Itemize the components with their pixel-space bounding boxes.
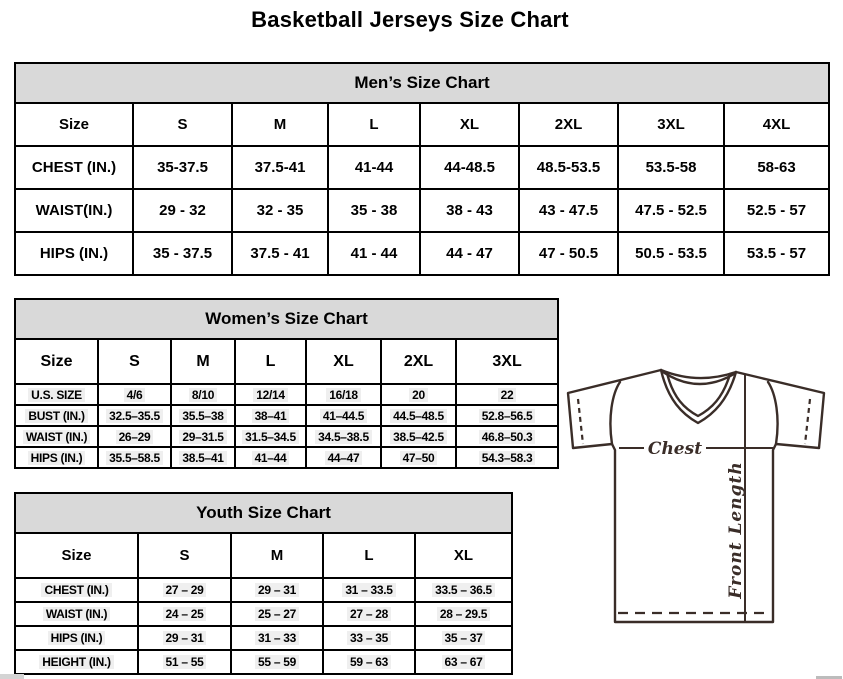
measurement-lines [619, 374, 773, 622]
women-col-header-0-text: Size [40, 352, 73, 370]
men-row-label [15, 189, 133, 232]
youth-table-row [15, 578, 512, 602]
youth-col-header-4-text: XL [453, 547, 474, 564]
chest-label: Chest [647, 439, 703, 459]
women-row-label-text: BUST (IN.) [25, 409, 87, 423]
men-cell-text: 47 - 50.5 [538, 245, 599, 262]
youth-row-label [15, 578, 138, 602]
women-cell-text: 26–29 [116, 430, 154, 444]
youth-col-header-2 [231, 533, 323, 578]
youth-row-label [15, 650, 138, 674]
youth-col-header-4 [415, 533, 512, 578]
women-cell-text: 22 [498, 388, 517, 402]
women-table-row [15, 384, 558, 405]
women-chart-title-text: Women’s Size Chart [205, 309, 368, 328]
women-cell [381, 384, 456, 405]
youth-cell [138, 626, 231, 650]
women-cell-text: 41–44.5 [320, 409, 367, 423]
youth-table-row [15, 602, 512, 626]
youth-cell [415, 602, 512, 626]
women-cell-text: 46.8–50.3 [479, 430, 536, 444]
youth-col-header-0-text: Size [61, 547, 92, 564]
youth-cell [415, 626, 512, 650]
youth-row-label-text: HEIGHT (IN.) [39, 655, 113, 669]
mens-size-chart-table [14, 62, 830, 276]
women-cell [456, 447, 558, 468]
jersey-measurement-diagram [555, 360, 843, 628]
men-cell [133, 189, 232, 232]
men-cell-text: 44 - 47 [446, 245, 493, 262]
women-cell-text: 20 [409, 388, 428, 402]
women-cell-text: 44.5–48.5 [390, 409, 447, 423]
youth-table-row [15, 626, 512, 650]
men-row-label [15, 146, 133, 189]
youth-cell-text: 33.5 – 36.5 [432, 583, 495, 597]
youth-cell [415, 578, 512, 602]
women-table-row [15, 447, 558, 468]
men-col-header-0 [15, 103, 133, 146]
women-cell-text: 35.5–38 [179, 409, 226, 423]
women-table-row [15, 426, 558, 447]
youth-cell [231, 578, 323, 602]
youth-col-header-3-text: L [364, 547, 374, 564]
men-cell-text: 29 - 32 [159, 202, 206, 219]
men-col-header-6-text: 3XL [657, 116, 685, 133]
men-chart-title-text: Men’s Size Chart [354, 73, 490, 92]
men-cell [519, 189, 618, 232]
women-col-header-1-text: S [129, 352, 140, 370]
men-cell [519, 232, 618, 275]
men-cell [618, 146, 724, 189]
women-cell-text: 32.5–35.5 [106, 409, 163, 423]
youth-row-label [15, 602, 138, 626]
men-cell-text: 38 - 43 [446, 202, 493, 219]
men-cell-text: 35 - 37.5 [152, 245, 213, 262]
women-table-row [15, 405, 558, 426]
women-row-label-text: WAIST (IN.) [23, 430, 90, 444]
youth-cell [138, 602, 231, 626]
youth-size-header-row [15, 533, 512, 578]
women-cell [98, 384, 171, 405]
men-col-header-5 [519, 103, 618, 146]
women-col-header-5-text: 2XL [403, 352, 434, 370]
men-col-header-1 [133, 103, 232, 146]
women-cell-text: 38–41 [252, 409, 290, 423]
women-cell [235, 405, 306, 426]
women-cell [98, 405, 171, 426]
women-cell [381, 447, 456, 468]
women-cell [306, 405, 381, 426]
men-cell [133, 146, 232, 189]
men-col-header-0-text: Size [58, 116, 89, 133]
women-cell-text: 34.5–38.5 [315, 430, 372, 444]
women-cell [171, 447, 235, 468]
men-cell [618, 189, 724, 232]
women-col-header-3-text: L [265, 352, 276, 370]
women-cell [381, 405, 456, 426]
men-row-label-text: WAIST(IN.) [35, 202, 113, 219]
youth-cell [231, 650, 323, 674]
women-col-header-2-text: M [196, 352, 210, 370]
men-cell [133, 232, 232, 275]
women-row-label-text: HIPS (IN.) [28, 451, 86, 465]
women-cell [456, 426, 558, 447]
women-cell [306, 426, 381, 447]
women-cell [456, 384, 558, 405]
youth-col-header-0 [15, 533, 138, 578]
men-cell [519, 146, 618, 189]
women-cell [235, 447, 306, 468]
women-row-label [15, 426, 98, 447]
youth-cell-text: 33 – 35 [347, 631, 391, 645]
women-cell-text: 31.5–34.5 [242, 430, 299, 444]
women-cell-text: 47–50 [400, 451, 438, 465]
men-cell-text: 47.5 - 52.5 [635, 202, 707, 219]
youth-cell [138, 650, 231, 674]
youth-cell-text: 31 – 33.5 [342, 583, 395, 597]
men-col-header-5-text: 2XL [554, 116, 583, 133]
men-col-header-7-text: 4XL [762, 116, 791, 133]
women-cell [171, 405, 235, 426]
women-row-label [15, 384, 98, 405]
men-col-header-1-text: S [177, 116, 188, 133]
womens-size-chart-table [14, 298, 559, 469]
women-cell [98, 447, 171, 468]
women-cell-text: 41–44 [252, 451, 290, 465]
men-cell [724, 146, 829, 189]
youth-cell-text: 27 – 28 [347, 607, 391, 621]
men-cell-text: 41 - 44 [350, 245, 398, 262]
men-row-label [15, 232, 133, 275]
men-cell-text: 35-37.5 [157, 159, 208, 176]
women-cell [456, 405, 558, 426]
women-cell-text: 4/6 [124, 388, 146, 402]
women-cell [235, 384, 306, 405]
women-col-header-1 [98, 339, 171, 384]
women-cell [171, 426, 235, 447]
men-cell [232, 232, 328, 275]
men-col-header-3 [328, 103, 420, 146]
scrollbar-fragment-left [0, 674, 24, 679]
women-cell-text: 35.5–58.5 [106, 451, 163, 465]
youth-cell [323, 578, 415, 602]
women-cell-text: 38.5–41 [179, 451, 226, 465]
men-col-header-2-text: M [273, 116, 287, 133]
men-col-header-7 [724, 103, 829, 146]
youth-cell [138, 578, 231, 602]
women-col-header-2 [171, 339, 235, 384]
men-cell-text: 43 - 47.5 [538, 202, 599, 219]
women-col-header-6 [456, 339, 558, 384]
men-cell-text: 50.5 - 53.5 [635, 245, 707, 262]
men-table-row [15, 232, 829, 275]
women-cell-text: 52.8–56.5 [479, 409, 536, 423]
youth-cell [323, 602, 415, 626]
women-cell-text: 38.5–42.5 [390, 430, 447, 444]
youth-table-row [15, 650, 512, 674]
youth-cell-text: 51 – 55 [163, 655, 207, 669]
youth-cell-text: 25 – 27 [255, 607, 299, 621]
men-cell-text: 48.5-53.5 [536, 159, 601, 176]
men-cell-text: 53.5-58 [645, 159, 697, 176]
men-cell [724, 232, 829, 275]
men-cell-text: 52.5 - 57 [746, 202, 807, 219]
women-col-header-5 [381, 339, 456, 384]
men-chart-title [15, 63, 829, 103]
youth-col-header-1-text: S [179, 547, 190, 564]
men-size-header-row [15, 103, 829, 146]
page-title: Basketball Jerseys Size Chart [251, 7, 569, 32]
men-cell-text: 37.5 - 41 [250, 245, 310, 262]
youth-cell [231, 626, 323, 650]
men-row-label-text: HIPS (IN.) [39, 245, 109, 262]
women-cell [235, 426, 306, 447]
men-table-row [15, 189, 829, 232]
men-cell-text: 44-48.5 [444, 159, 495, 176]
youth-chart-title [15, 493, 512, 533]
men-cell-text: 41-44 [354, 159, 394, 176]
women-cell-text: 12/14 [253, 388, 288, 402]
men-col-header-3-text: L [369, 116, 379, 133]
youth-col-header-3 [323, 533, 415, 578]
youth-row-label-text: HIPS (IN.) [48, 631, 106, 645]
men-cell-text: 35 - 38 [350, 202, 398, 219]
youth-cell-text: 63 – 67 [442, 655, 486, 669]
youth-cell-text: 28 – 29.5 [437, 607, 490, 621]
youth-row-label-text: CHEST (IN.) [41, 583, 111, 597]
women-cell [306, 384, 381, 405]
men-cell [724, 189, 829, 232]
women-cell [98, 426, 171, 447]
women-row-label-text: U.S. SIZE [28, 388, 85, 402]
youth-col-header-2-text: M [270, 547, 284, 564]
youth-cell-text: 59 – 63 [347, 655, 391, 669]
women-cell-text: 16/18 [326, 388, 361, 402]
men-cell [232, 189, 328, 232]
men-col-header-4 [420, 103, 519, 146]
women-cell [381, 426, 456, 447]
women-row-label [15, 405, 98, 426]
youth-cell [231, 602, 323, 626]
men-cell [328, 189, 420, 232]
women-size-header-row [15, 339, 558, 384]
women-cell-text: 29–31.5 [179, 430, 226, 444]
men-cell [328, 232, 420, 275]
youth-cell-text: 27 – 29 [163, 583, 207, 597]
men-cell-text: 53.5 - 57 [746, 245, 807, 262]
women-col-header-4-text: XL [333, 352, 354, 370]
men-col-header-2 [232, 103, 328, 146]
youth-cell-text: 31 – 33 [255, 631, 299, 645]
men-col-header-6 [618, 103, 724, 146]
youth-cell-text: 29 – 31 [255, 583, 299, 597]
front-length-label: Front Length [726, 461, 746, 599]
youth-cell-text: 29 – 31 [163, 631, 207, 645]
men-cell [420, 146, 519, 189]
youth-caption-row [15, 493, 512, 533]
women-cell-text: 54.3–58.3 [479, 451, 536, 465]
men-cell-text: 58-63 [757, 159, 796, 176]
youth-cell-text: 24 – 25 [163, 607, 207, 621]
women-row-label [15, 447, 98, 468]
jersey-dashed-lines [578, 399, 810, 613]
youth-chart-title-text: Youth Size Chart [196, 503, 331, 522]
men-cell-text: 37.5-41 [254, 159, 306, 176]
women-cell-text: 44–47 [325, 451, 363, 465]
youth-row-label-text: WAIST (IN.) [43, 607, 110, 621]
youth-cell-text: 55 – 59 [255, 655, 299, 669]
youth-cell [323, 650, 415, 674]
women-col-header-3 [235, 339, 306, 384]
youth-col-header-1 [138, 533, 231, 578]
women-col-header-6-text: 3XL [492, 352, 522, 370]
women-col-header-4 [306, 339, 381, 384]
women-col-header-0 [15, 339, 98, 384]
youth-cell-text: 35 – 37 [442, 631, 486, 645]
men-cell [618, 232, 724, 275]
men-table-row [15, 146, 829, 189]
women-cell-text: 8/10 [189, 388, 217, 402]
men-cell-text: 32 - 35 [256, 202, 304, 219]
men-col-header-4-text: XL [459, 116, 480, 133]
women-cell [306, 447, 381, 468]
men-cell [420, 232, 519, 275]
youth-row-label [15, 626, 138, 650]
men-row-label-text: CHEST (IN.) [31, 159, 117, 176]
men-cell [232, 146, 328, 189]
youth-cell [323, 626, 415, 650]
youth-size-chart-table [14, 492, 513, 675]
jersey-outline-icon [568, 370, 824, 622]
women-cell [171, 384, 235, 405]
women-caption-row [15, 299, 558, 339]
men-caption-row [15, 63, 829, 103]
women-chart-title [15, 299, 558, 339]
men-cell [328, 146, 420, 189]
men-cell [420, 189, 519, 232]
youth-cell [415, 650, 512, 674]
